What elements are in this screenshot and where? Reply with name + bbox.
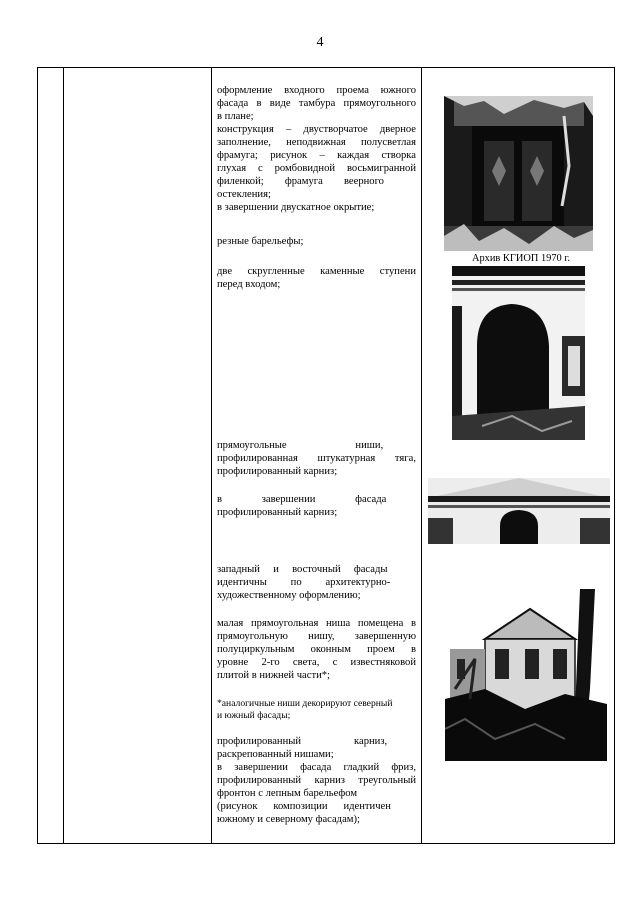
arched-entrance-photo	[452, 266, 585, 440]
paragraph-footnote: *аналогичные ниши декорируют северный и южный фасады;	[217, 698, 393, 721]
column-divider	[63, 68, 64, 843]
column-divider	[421, 68, 422, 843]
paragraph-west-east: западный и восточный фасады идентичны по архитектурно- художественному оформлению;	[217, 564, 391, 601]
archive-photo	[444, 96, 593, 251]
paragraph-small-niche: малая прямоугольная ниша помещена в прямоугольную нишу, завершенную полуциркульным оконным проем в уровне 2-го света, с известняковой плитой в нижней части*;	[217, 618, 416, 681]
building-photo	[445, 589, 607, 761]
paragraph-entrance: оформление входного проема южного фасада в виде тамбура прямоугольного в плане; конструкция – двустворчатое дверное заполнение, неподвижная полусветлая фрамуга; рисунок – каждая створка глухая с ромбовидной восьмигранной филенкой; фрамуга веерного остекления; в завершении двускатное окрытие;	[217, 85, 416, 213]
page-number: 4	[316, 35, 324, 50]
paragraph-steps: две скругленные каменные ступени перед входом;	[217, 266, 416, 290]
column-divider	[211, 68, 212, 843]
paragraph-facade-completion: в завершении фасада профилированный карниз;	[217, 494, 387, 518]
paragraph-niches: прямоугольные ниши, профилированная штукатурная тяга, профилированный карниз;	[217, 440, 416, 477]
paragraph-reliefs: резные барельефы;	[217, 236, 304, 247]
paragraph-cornice: профилированный карниз, раскрепованный нишами; в завершении фасада гладкий фриз, профилированный карниз треугольный фронтон с лепным барельефом (рисунок композиции идентичен южному и северному фасадам);	[217, 736, 416, 825]
cornice-photo	[428, 478, 610, 544]
photo-caption: Архив КГИОП 1970 г.	[471, 253, 571, 264]
